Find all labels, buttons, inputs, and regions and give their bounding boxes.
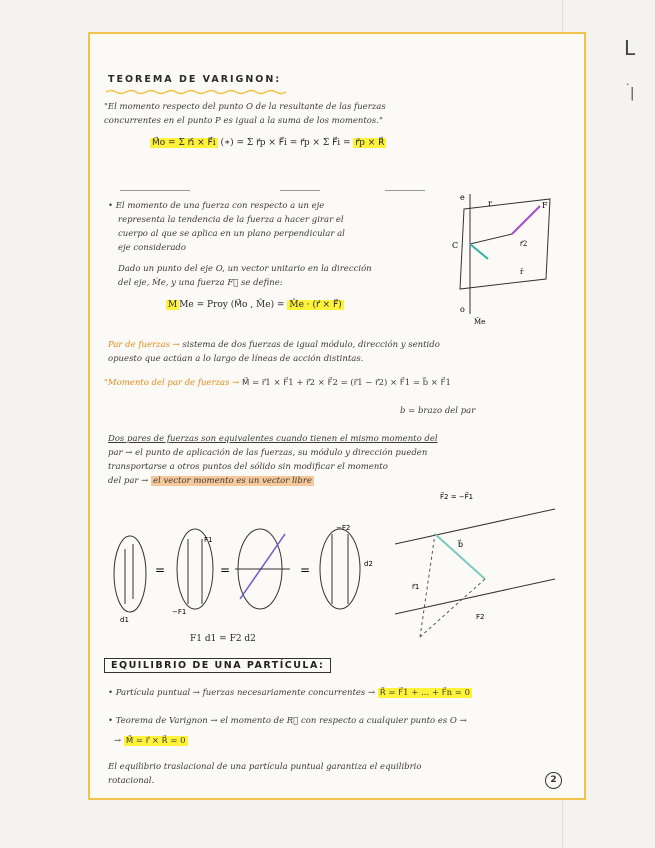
axis-moment-line-3: cuerpo al que se aplica en un plano perpendicular al — [118, 229, 345, 239]
diagram1-label-rl: r̄ — [520, 268, 524, 276]
next-page-edge-letter: L — [624, 36, 636, 60]
equals-sign-1: = — [155, 563, 166, 577]
equilibrium-line-3a: El equilibrio traslacional de una partícula puntual garantiza el equilibrio — [108, 762, 422, 772]
theorem-eq-result: r⃗p × R⃗ — [355, 138, 385, 148]
axis-moment-eq-lhs: M — [168, 300, 178, 310]
page-title: TEOREMA DE VARIGNON: — [108, 74, 282, 85]
equals-sign-2: = — [220, 563, 231, 577]
equilibrium-moment-eq: M⃗ = r⃗ × R⃗ = 0 — [125, 736, 186, 746]
figure-label-f1: F1 — [204, 536, 213, 544]
axis-moment-line-1: • El momento de una fuerza con respecto a un eje — [108, 201, 325, 211]
axis-moment-equation — [166, 300, 344, 310]
page-number: 2 — [545, 772, 562, 789]
theorem-line-2: concurrentes en el punto P es igual a la suma de los momentos." — [104, 116, 383, 126]
diagram1-label-me: M̂e — [474, 318, 486, 324]
figure-label-d1: d1 — [120, 616, 129, 624]
next-page-edge-bar: | — [630, 86, 635, 101]
couple-moment-label: "Momento del par de fuerzas → — [104, 378, 240, 388]
axis-moment-line-2: representa la tendencia de la fuerza a hacer girar el — [118, 215, 344, 225]
figure-label-r1: r⃗1 — [412, 583, 420, 591]
couple-definition-1: sistema de dos fuerzas de igual módulo, dirección y sentido — [182, 340, 440, 350]
couple-arm-note: b = brazo del par — [400, 406, 476, 416]
figure-label-f2: F2 — [476, 613, 485, 621]
equilibrium-bullet-1-eq: R⃗ = F⃗1 + ... + F⃗n = 0 — [379, 688, 470, 698]
equilibrium-bullet-2: • Teorema de Varignon → el momento de R⃗ con respecto a cualquier punto es O → — [108, 716, 467, 726]
figure-label-mf2: −F2 — [336, 524, 351, 532]
equivalent-line-1: Dos pares de fuerzas son equivalentes cuando tienen el mismo momento del — [108, 434, 438, 444]
free-vector-highlight: el vector momento es un vector libre — [153, 476, 312, 486]
theorem-line-1: "El momento respecto del punto O de la resultante de las fuerzas — [104, 102, 386, 112]
couple-moment-equation: M⃗ = r⃗1 × F⃗1 + r⃗2 × F⃗2 = (r⃗1 − r⃗2) × F⃗1 = b⃗ × F⃗1 — [242, 378, 451, 388]
theorem-eq-middle: (∗) = Σ r⃗p × F⃗i = r⃗p × Σ F⃗i = — [220, 138, 351, 148]
couples-figure-equation: F1 d1 = F2 d2 — [190, 634, 256, 644]
notes-page — [88, 32, 586, 800]
equilibrium-line-3b: rotacional. — [108, 776, 155, 786]
figure-label-b: b⃗ — [458, 540, 464, 549]
diagram1-label-r: r — [488, 199, 492, 208]
couple-line-1 — [108, 338, 440, 352]
axis-moment-diagram — [450, 184, 560, 324]
couple-term: Par de fuerzas → — [108, 340, 180, 350]
section-divider-1 — [120, 190, 190, 191]
theorem-equation — [150, 138, 386, 148]
axis-moment-line-4: eje considerado — [118, 243, 186, 253]
title-wavy-underline — [106, 89, 286, 95]
axis-moment-line-6: del eje, M̂e, y una fuerza F⃗ se define: — [118, 278, 283, 288]
next-page-edge-mark: · — [626, 78, 630, 91]
couple-moment-row — [104, 376, 451, 390]
couple-vector-figure — [390, 489, 560, 649]
axis-moment-eq-result: M̂e · (r⃗ × F⃗) — [289, 300, 342, 310]
equals-sign-3: = — [300, 563, 311, 577]
axis-moment-line-5: Dado un punto del eje O, un vector unitario en la dirección — [118, 264, 372, 274]
equilibrium-bullet-2-eq: → M⃗ = r⃗ × R⃗ = 0 — [114, 736, 186, 746]
diagram1-label-r2: r⃗2 — [520, 240, 528, 248]
figure-label-d2: d2 — [364, 560, 373, 568]
couple-line-2: opuesto que actúan a lo largo de líneas de acción distintas. — [108, 354, 364, 364]
section-divider-3 — [385, 190, 425, 191]
theorem-eq-lhs: M⃗o = Σ r⃗i × F⃗i — [152, 138, 216, 148]
equivalent-line-4 — [108, 474, 314, 488]
diagram1-label-c: C — [452, 241, 459, 250]
equivalent-line-4-text: del par → — [108, 476, 149, 486]
equilibrium-bullet-1 — [108, 686, 472, 700]
equivalent-line-3: transportarse a otros puntos del sólido sin modificar el momento — [108, 462, 388, 472]
section-divider-2 — [280, 190, 320, 191]
equilibrium-bullet-1-text: • Partícula puntual → fuerzas necesariamente concurrentes → — [108, 688, 376, 698]
figure-label-f2mf1: F⃗2 = −F⃗1 — [440, 493, 474, 501]
diagram1-label-f: F — [542, 201, 548, 210]
equivalent-line-2: par → el punto de aplicación de las fuerzas, su módulo y dirección pueden — [108, 448, 428, 458]
figure-label-mf1: −F1 — [172, 608, 187, 616]
diagram1-label-e: e — [460, 193, 465, 202]
axis-moment-eq-middle: Me = Proy (M⃗o , M̂e) = — [179, 300, 285, 310]
equilibrium-title: EQUILIBRIO DE UNA PARTÍCULA: — [104, 658, 331, 673]
diagram1-label-o: o — [460, 305, 465, 314]
equivalent-couples-figure — [100, 514, 400, 624]
